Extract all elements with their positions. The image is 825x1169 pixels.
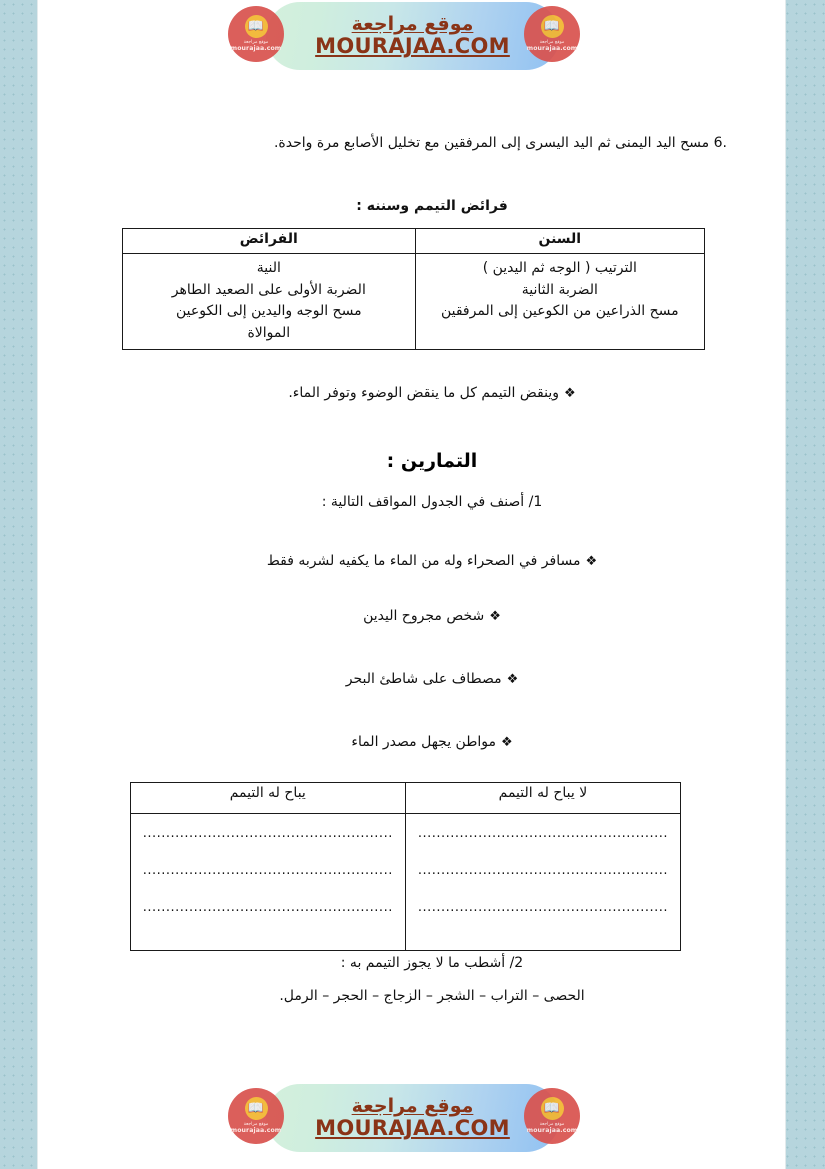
logo-caption-arabic: موقع مراجعة (539, 1121, 565, 1127)
note-line (137, 385, 727, 401)
exercise-1-prompt: 1/ أصنف في الجدول المواقف التالية : (321, 494, 543, 510)
cell-faraid-list (123, 254, 416, 350)
dotted-answer-line[interactable]: ...................................................... (417, 826, 668, 841)
answer-cell-permitted[interactable] (130, 814, 405, 951)
table-row (123, 254, 705, 350)
table-row-header (123, 229, 705, 254)
exercises-title: التمارين : (386, 450, 478, 472)
watermark-banner-top (0, 0, 825, 72)
logo-caption-latin: mourajaa.com (526, 1127, 578, 1135)
logo-caption (527, 40, 578, 53)
banner-pill (266, 2, 560, 70)
logo-caption-arabic: موقع مراجعة (243, 39, 269, 45)
document-content (38, 0, 785, 1169)
column-header-faraid: الفرائض (123, 229, 416, 254)
exercise-2-prompt: 2/ أشطب ما لا يجوز التيمم به : (340, 955, 524, 971)
dotted-answer-line[interactable]: ...................................................... (142, 900, 393, 915)
table-tayammum-answers (130, 782, 681, 951)
exercise-2-words: الحصى – التراب – الشجر – الزجاج – الحجر – الرمل. (279, 988, 585, 1004)
dotted-answer-line[interactable]: ...................................................... (142, 863, 393, 878)
site-logo-right (524, 6, 580, 62)
situation-item-2 (137, 608, 727, 624)
situation-item-1-text: مسافر في الصحراء وله من الماء ما يكفيه لشربه فقط (266, 553, 581, 569)
site-logo-left (228, 6, 284, 62)
column-header-sunan: السنن (415, 229, 704, 254)
banner-title-arabic: موقع مراجعة (351, 12, 474, 35)
table-row (130, 814, 680, 951)
sunan-item-1: الترتيب ( الوجه ثم اليدين ) (482, 260, 637, 276)
logo-caption-latin: mourajaa.com (526, 45, 578, 53)
situation-item-4-text: مواطن يجهل مصدر الماء (351, 734, 496, 750)
sunan-item-2: الضربة الثانية (521, 281, 598, 298)
logo-caption (231, 40, 282, 53)
logo-caption (527, 1122, 578, 1135)
dotted-answer-line[interactable]: ...................................................... (142, 826, 393, 841)
site-logo-left (228, 1088, 284, 1144)
logo-caption-latin: mourajaa.com (230, 1127, 282, 1135)
banner-url[interactable]: MOURAJAA.COM (315, 34, 510, 59)
banner-pill (266, 1084, 560, 1152)
faraid-item-2: الضربة الأولى على الصعيد الطاهر (171, 281, 366, 298)
dotted-answer-line[interactable]: ...................................................... (417, 863, 668, 878)
book-icon: 📖 (541, 15, 564, 38)
list-item-6 (137, 130, 727, 157)
situation-item-3 (137, 671, 727, 687)
faraid-item-4: الموالاة (247, 325, 291, 342)
table-faraid-caption: فرائض التيمم وسننه : (356, 198, 508, 214)
faraid-item-1: النية (256, 260, 281, 276)
watermark-banner-bottom (0, 1082, 825, 1154)
column-header-not-permitted: لا يباح له التيمم (405, 783, 680, 814)
logo-caption-arabic: موقع مراجعة (243, 1121, 269, 1127)
diamond-bullet-icon: ❖ (489, 609, 501, 624)
logo-caption-arabic: موقع مراجعة (539, 39, 565, 45)
logo-caption (231, 1122, 282, 1135)
sunan-item-3: مسح الذراعين من الكوعين إلى المرفقين (440, 303, 679, 320)
situation-item-2-text: شخص مجروح اليدين (363, 608, 485, 624)
situation-item-3-text: مصطاف على شاطئ البحر (345, 671, 502, 687)
banner-url[interactable]: MOURAJAA.COM (315, 1116, 510, 1141)
list-item-6-text: مسح اليد اليمنى ثم اليد اليسرى إلى المرفقين مع تخليل الأصابع مرة واحدة. (273, 135, 710, 151)
faraid-item-3: مسح الوجه واليدين إلى الكوعين (175, 303, 362, 320)
site-logo-right (524, 1088, 580, 1144)
cell-sunan-list (415, 254, 704, 350)
table-faraid (122, 228, 705, 350)
banner-title-arabic: موقع مراجعة (351, 1094, 474, 1117)
answer-cell-not-permitted[interactable] (405, 814, 680, 951)
book-icon: 📖 (541, 1097, 564, 1120)
diamond-bullet-icon: ❖ (506, 672, 519, 687)
dotted-answer-line[interactable]: ...................................................... (417, 900, 668, 915)
diamond-bullet-icon: ❖ (563, 386, 576, 401)
table-row-header (130, 783, 680, 814)
logo-caption-latin: mourajaa.com (230, 45, 282, 53)
column-header-permitted: يباح له التيمم (130, 783, 405, 814)
note-text: وينقض التيمم كل ما ينقض الوضوء وتوفر الماء. (288, 385, 559, 401)
book-icon: 📖 (245, 1097, 268, 1120)
situation-item-4 (137, 734, 727, 750)
situation-item-1 (137, 553, 727, 569)
diamond-bullet-icon: ❖ (500, 735, 513, 750)
diamond-bullet-icon: ❖ (585, 554, 598, 569)
list-item-6-marker: 6. (713, 135, 727, 151)
book-icon: 📖 (245, 15, 268, 38)
